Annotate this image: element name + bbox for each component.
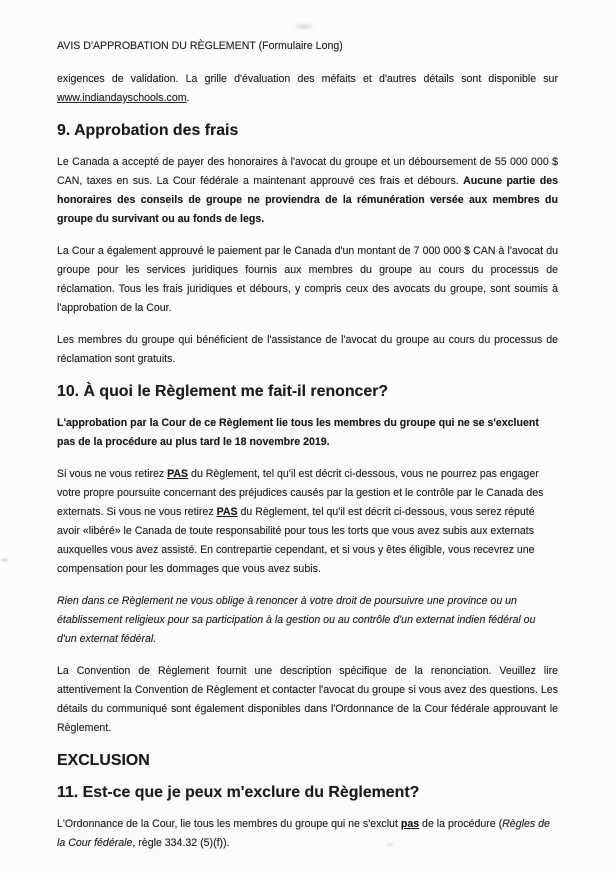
text-run: Le Canada a accepté de payer des honoraires à l'avocat du groupe et un déboursement de 55 000 000 $ CAN, taxes en sus. La Cour fédérale a maintenant approuvé ces frais et débours. <box>57 156 561 187</box>
paragraph-province-rights <box>57 592 558 649</box>
text-run: Les membres du groupe qui bénéficient de l'assistance de l'avocat du groupe au cours du processus de réclamation sont gratuits. <box>57 334 561 365</box>
text-run: La Convention de Règlement fournit une description spécifique de la renonciation. Veuillez lire attentivement la Convention de Règlement et contacter l'avocat du groupe si vous avez des questions. Les détails du communiqué sont également disponibles dans l'Ordonnance de la Cour fédérale approuvant le Règlement. <box>57 665 561 734</box>
text-run: PAS <box>216 506 238 518</box>
scan-smudge-icon <box>293 23 315 30</box>
text-run: PAS <box>167 468 189 480</box>
heading-section-11: 11. Est-ce que je peux m'exclure du Règlement? <box>57 784 420 801</box>
website-link[interactable]: www.indiandayschools.com <box>57 92 187 104</box>
heading-section-9: 9. Approbation des frais <box>57 122 239 139</box>
paragraph-exclusion-order <box>57 815 558 853</box>
text-run: pas <box>400 818 420 830</box>
document-header-title: AVIS D'APPROBATION DU RÈGLEMENT (Formulaire Long) <box>57 40 343 52</box>
text-run: . <box>186 92 190 104</box>
heading-exclusion: EXCLUSION <box>57 752 150 769</box>
paragraph-fees-court <box>57 242 561 318</box>
text-run: L'approbation par la Cour de ce Règlement lie tous les membres du groupe qui ne se s'excluent pas de la procédure au plus tard le 18 novembre 2019. <box>57 417 542 448</box>
paragraph-validation <box>57 70 561 108</box>
text-run: , règle 334.32 (5)(f)). <box>132 837 230 849</box>
text-run: du Règlement, tel qu'il est décrit ci-dessous, vous ne pourrez pas engager votre propre poursuite concernant des préjudices causés par la gestion et le contrôle par le Canada des externats. Si vous ne vous retirez <box>57 468 547 518</box>
text-run: Si vous ne vous retirez <box>57 468 168 480</box>
text-run: du Règlement, tel qu'il est décrit ci-dessous, vous serez réputé avoir «libéré» le Canada de toute responsabilité pour tous les torts que vous avez subis aux externats auxquelles vous avez assisté. En contrepartie cependant, et si vous y êtes éligible, vous recevrez une compensation pour les dommages que vous avez subis. <box>57 506 538 575</box>
text-run: La Cour a également approuvé le paiement par le Canada d'un montant de 7 000 000 $ CAN à l'avocat du groupe pour les services juridiques fournis aux membres du groupe au cours du processus de réclamation. Tous les frais juridiques et débours, y compris ceux des avocats du groupe, sont soumis à l'approbation de la Cour. <box>57 245 561 314</box>
text-run: L'Ordonnance de la Cour, lie tous les membres du groupe qui ne s'exclut <box>57 818 401 830</box>
paragraph-fees-canada <box>57 153 561 229</box>
paragraph-fees-free <box>57 331 561 369</box>
text-run: Rien dans ce Règlement ne vous oblige à renoncer à votre droit de poursuivre une province ou un établissement religieux pour sa participation à la gestion ou au contrôle d'un externat indien fédéral ou d'un externat fédéral. <box>57 595 539 645</box>
heading-section-10: 10. À quoi le Règlement me fait-il renoncer? <box>57 383 389 400</box>
text-run: de la procédure ( <box>419 818 503 830</box>
text-run: Aucune partie des honoraires des conseils de groupe ne proviendra de la rémunération versée aux membres du groupe du survivant ou au fonds de legs. <box>57 175 561 225</box>
text-run: Règles de la Cour fédérale <box>57 818 553 849</box>
scan-smudge-icon <box>0 558 9 562</box>
text-run: exigences de validation. La grille d'évaluation des méfaits et d'autres détails sont disponible sur <box>57 73 561 85</box>
paragraph-court-binding <box>57 414 558 452</box>
paragraph-convention <box>57 662 561 738</box>
paragraph-opt-out <box>57 465 558 579</box>
